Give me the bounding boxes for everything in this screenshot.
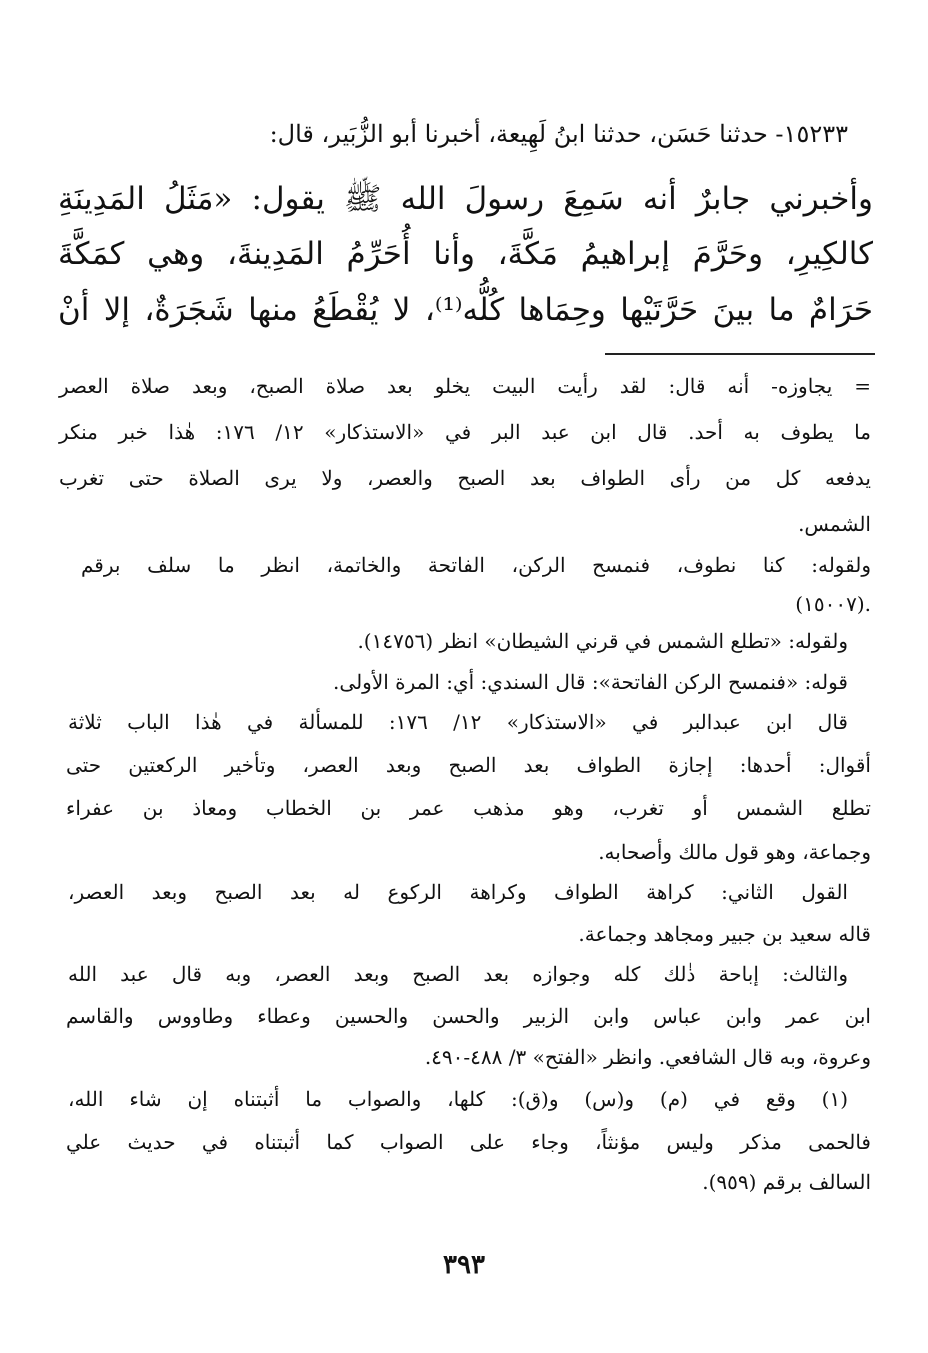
footnote-line: قال ابن عبدالبر في «الاستذكار» ١٢/ ١٧٦: للمسألة في هٰذا الباب ثلاثة (68, 710, 848, 734)
hadith-text-line: حَرَامٌ ما بينَ حَرَّتَيْها وحِمَاها كُلُّه⁽¹⁾، لا يُقْطَعُ منها شَجَرَةٌ، إلا أنْ (58, 292, 873, 328)
footnote-line: تطلع الشمس أو تغرب، وهو مذهب عمر بن الخطاب ومعاذ بن عفراء (66, 796, 871, 820)
footnote-line: ولقوله: كنا نطوف، فنمسح الركن، الفاتحة والخاتمة، انظر ما سلف برقم (81, 553, 871, 577)
footnote-line: يدفعه كل من رأى الطواف بعد الصبح والعصر، ولا يرى الصلاة حتى تغرب (59, 466, 871, 490)
hadith-heading: ١٥٢٣٣- حدثنا حَسَن، حدثنا ابنُ لَهِيعة، أخبرنا أبو الزُّبَير، قال: (269, 120, 848, 148)
footnote-line: القول الثاني: كراهة الطواف وكراهة الركوع له بعد الصبح وبعد العصر، (68, 880, 848, 904)
footnote-line: قوله: «فنمسح الركن الفاتحة»: قال السندي: أي: المرة الأولى. (333, 670, 848, 694)
footnote-line: ما يطوف به أحد. قال ابن عبد البر في «الاستذكار» ١٢/ ١٧٦: هٰذا خبر منكر (59, 420, 871, 444)
footnote-line: (١٥٠٠٧). (795, 592, 871, 616)
footnote-line: ولقوله: «تطلع الشمس في قرني الشيطان» انظر (١٤٧٥٦). (357, 629, 848, 653)
hadith-text-line: كالكِيرِ، وحَرَّمَ إبراهيمُ مَكَّةَ، وأنا أُحَرِّمُ المَدِينةَ، وهي كمَكَّةَ (58, 236, 873, 272)
footnote-separator (605, 353, 875, 355)
footnote-line: قاله سعيد بن جبير ومجاهد وجماعة. (578, 922, 871, 946)
footnote-line: (١) وقع في (م) و(س) و(ق): كلها، والصواب ما أثبتناه إن شاء الله، (68, 1087, 848, 1111)
footnote-line: أقوال: أحدها: إجازة الطواف بعد الصبح وبعد العصر، وتأخير الركعتين حتى (66, 753, 871, 777)
footnote-line: والثالث: إباحة ذٰلك كله وجوازه بعد الصبح وبعد العصر، وبه قال عبد الله (68, 962, 848, 986)
footnote-line: فالحمى مذكر وليس مؤنثاً، وجاء على الصواب كما أثبتناه في حديث علي (66, 1130, 871, 1154)
footnote-line: وجماعة، وهو قول مالك وأصحابه. (598, 840, 871, 864)
hadith-text-line: وأخبرني جابرٌ أنه سَمِعَ رسولَ الله ﷺ يقول: «مَثَلُ المَدِينَةِ (58, 181, 873, 217)
footnote-line: الشمس. (798, 512, 871, 536)
footnote-line: = يجاوزه- أنه قال: لقد رأيت البيت يخلو بعد صلاة الصبح، وبعد صلاة العصر (59, 374, 871, 398)
page-number: ٣٩٣ (443, 1250, 485, 1280)
footnote-line: ابن عمر وابن عباس وابن الزبير والحسن والحسين وعطاء وطاووس والقاسم (66, 1004, 871, 1028)
footnote-line: السالف برقم (٩٥٩). (702, 1170, 871, 1194)
footnote-line: وعروة، وبه قال الشافعي. وانظر «الفتح» ٣/ ٤٨٨-٤٩٠. (424, 1045, 871, 1069)
